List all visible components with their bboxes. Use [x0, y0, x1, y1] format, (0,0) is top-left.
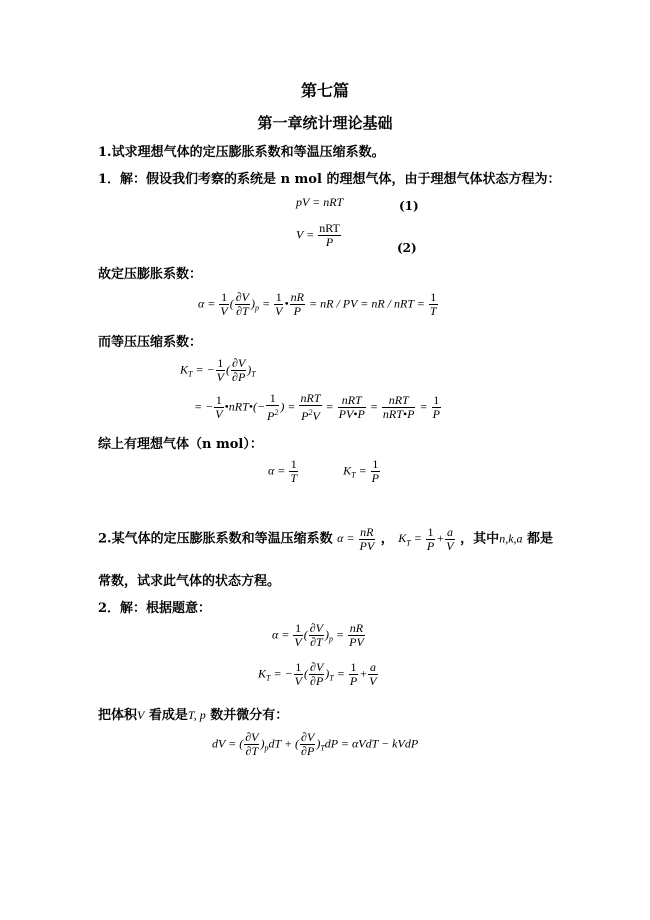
equation-kappa-derivation: = − $\frac{1}{V}$ •nRT•(− $\frac{1}{P^2}$ ) = $\frac{\text{nRT}}{P^2V}$ = $\frac{\text{nRT}}{PV•P}$ = $\frac{\text{nRT}}{\text{nRT•P}}$ = $\frac{1}{P}$ — [194, 391, 440, 423]
variables-tp: T, p — [187, 708, 206, 722]
volume-symbol: V — [137, 708, 145, 722]
equation-total-differential: dV = ( $\frac{\partial V}{\partial T}$ )$_pdT$ + ( $\frac{\partial V}{\partial P}$ )$_TdP = \alpha VdT$ − kVdP — [212, 730, 419, 758]
equation-tag-1: (1) — [399, 199, 419, 213]
equation-alpha-derivation: α = $\frac{1}{V}$ ( $\frac{\partial V}{\partial T}$ )$_p$ = $\frac{1}{V}$ • $\frac{nR}{P}$ = nR / PV = nR / nRT = $\frac{1}{T}$ — [198, 290, 437, 318]
problem-1-solution-intro: 1．解：假设我们考察的系统是 n mol 的理想气体，由于理想气体状态方程为： — [98, 172, 561, 187]
alpha-intro: 故定压膨胀系数： — [98, 267, 203, 282]
problem-2-alpha: α = $\frac{nR}{PV}$ — [337, 525, 375, 553]
differential-intro-part2: 看成是 — [148, 708, 188, 723]
problem-2-question-part2: ，其中 — [460, 531, 500, 547]
kappa-intro: 而等压压缩系数： — [98, 335, 203, 350]
equation-volume: V = $\frac{\text{nRT}}{P}$ — [296, 221, 340, 249]
equation-p2-alpha: α = $\frac{1}{V}$ ( $\frac{\partial V}{\partial T}$ )$_p$ = $\frac{nR}{PV}$ — [272, 621, 364, 649]
differential-intro — [98, 704, 288, 723]
problem-2-question-line2: 常数，试求此气体的状态方程。 — [98, 574, 281, 589]
equation-summary: α = $\frac{1}{T}$ $K_T$ = $\frac{1}{P}$ — [268, 457, 380, 485]
equation-ideal-gas: pV = nRT — [296, 195, 344, 209]
problem-2-kappa: $K_T$ = $\frac{1}{P}$ + $\frac{a}{V}$ — [398, 525, 454, 553]
problem-2-question-part3: 都是 — [527, 531, 554, 547]
problem-2-separator: ， — [380, 531, 394, 547]
problem-2-question-part1: 2.某气体的定压膨胀系数和等温压缩系数 — [98, 531, 333, 547]
differential-intro-part3: 数并微分有： — [210, 708, 289, 723]
differential-intro-part1: 把体积 — [98, 708, 138, 723]
part-title: 第七篇 — [300, 81, 349, 100]
chapter-title: 第一章统计理论基础 — [257, 114, 393, 132]
equation-p2-kappa: $K_T$ = − $\frac{1}{V}$ ( $\frac{\partial V}{\partial P}$ )$_T$ = $\frac{1}{P}$ + $\frac{a}{V}$ — [258, 660, 377, 688]
equation-tag-2: (2) — [397, 241, 417, 255]
summary: 综上有理想气体（n mol）： — [98, 437, 263, 452]
equation-kappa-def: $K_T$ = − $\frac{1}{V}$ ( $\frac{\partial V}{\partial P}$ )$_T$ — [180, 356, 256, 384]
problem-2-solution-intro: 2．解：根据题意： — [98, 601, 212, 616]
problem-2-constants: n,k,a — [499, 531, 523, 546]
problem-1-question: 1.试求理想气体的定压膨胀系数和等温压缩系数。 — [98, 145, 385, 160]
problem-2-question — [98, 526, 553, 553]
